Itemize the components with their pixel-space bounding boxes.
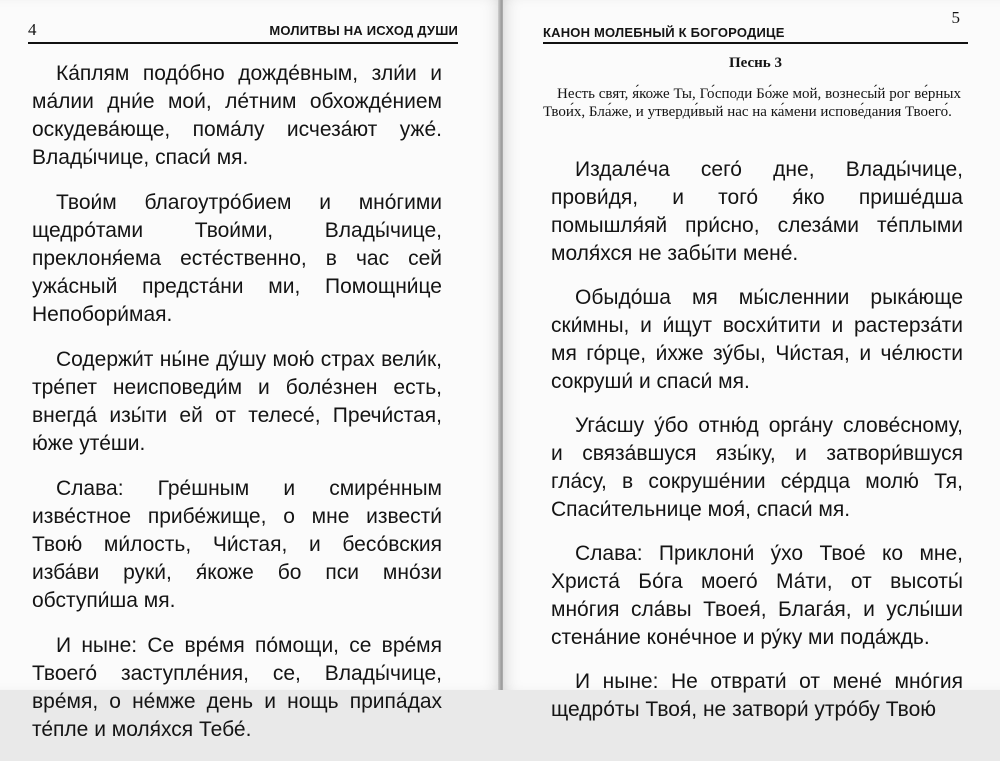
right-page-number: 5 <box>951 8 960 27</box>
right-page <box>503 0 1000 721</box>
prayer-paragraph: Твои́м благоутро́бием и мно́гими щедро́тами Твои́ми, Влады́чице, преклоня́ема есте́ственно, в час сей ужа́сный предста́ни ми, Помощни́це Непобори́мая. <box>32 191 442 326</box>
left-running-title: МОЛИТВЫ НА ИСХОД ДУШИ <box>269 23 458 38</box>
prayer-paragraph: Уга́сшу у́бо отню́д орга́ну слове́сному, и связа́вшуся язы́ку, и затвори́вшуся гла́су, в сокруше́нии се́рдца молю́ Тя, Спаси́тельнице моя́, спаси́ мя. <box>551 414 963 521</box>
prayer-paragraph: Слава: Приклони́ у́хо Твое́ ко мне, Христа́ Бо́га моего́ Ма́ти, от высоты́ мно́гия сла́вы Твоея́, Блага́я, и услы́ши стена́ние коне́чное и ру́ку ми пода́ждь. <box>551 542 963 649</box>
right-page-text <box>551 156 963 740</box>
right-running-title: КАНОН МОЛЕБНЫЙ К БОГОРОДИЦЕ <box>543 25 785 40</box>
song-heading: Песнь 3 <box>729 55 782 71</box>
prayer-paragraph: Обыдо́ша мя мы́сленнии рыка́юще ски́мны, и и́щут восхи́тити и растерза́ти мя го́рце, и́хже зу́бы, Чи́стая, и че́люсти сокруши́ и спаси́ мя. <box>551 286 963 393</box>
prayer-paragraph: Слава: Гре́шным и смире́нным изве́стное прибе́жище, о мне извести́ Твою́ ми́лость, Чи́стая, и бесо́вския изба́ви руки́, я́коже бо пси мно́зи обступи́ша мя. <box>32 477 442 612</box>
prayer-paragraph: Содержи́т ны́не ду́шу мою́ страх вели́к, тре́пет неисповеди́м и боле́знен есть, внегда́ изы́ти ей от телесе́, Пречи́стая, ю́же уте́ши. <box>32 348 442 455</box>
prayer-paragraph: Ка́плям подо́бно дожде́вным, зли́и и ма́лии дни́е мои́, ле́тним обхожде́нием оскудева́юще, пома́лу исчеза́ют уже́. Влады́чице, спаси́ мя. <box>32 62 442 169</box>
right-page-header <box>543 8 968 44</box>
prayer-paragraph: И ныне: Се вре́мя по́мощи, се вре́мя Твоего́ заступле́ния, се, Влады́чице, вре́мя, о не́мже день и нощь припа́дах те́пле и моля́хся Тебе́. <box>32 634 442 741</box>
left-page <box>0 0 500 741</box>
irmos-text: Несть свят, я́коже Ты, Го́споди Бо́же мой, вознесы́й рог ве́рных Твои́х, Бла́же, и утверди́вый нас на ка́мени испове́дания Твоего́. <box>543 86 961 120</box>
left-page-header <box>28 22 458 44</box>
prayer-paragraph: Издале́ча сего́ дне, Влады́чице, прови́дя, и того́ я́ко прише́дша помышля́яй при́сно, слеза́ми те́плыми моля́хся не забы́ти мене́. <box>551 158 963 265</box>
left-page-text <box>32 60 442 761</box>
prayer-paragraph: И ныне: Не отврати́ от мене́ мно́гия щедро́ты Твоя́, не затвори́ утро́бу Твою́ <box>551 670 963 721</box>
left-page-number: 4 <box>28 20 37 39</box>
